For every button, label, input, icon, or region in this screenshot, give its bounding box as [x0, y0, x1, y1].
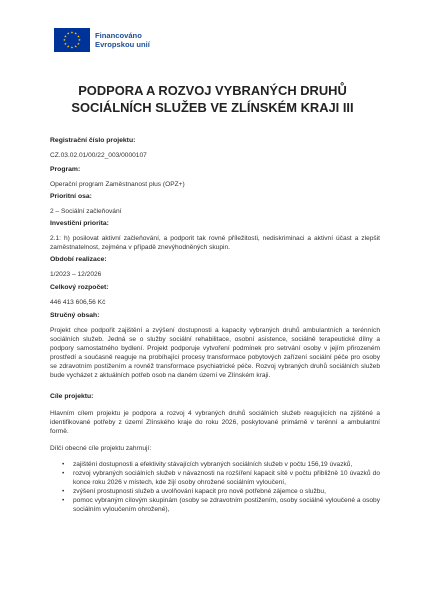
program-value: Operační program Zaměstnanost plus (OPZ+)	[50, 181, 185, 188]
eu-star-icon: ★	[66, 44, 70, 49]
period-label: Období realizace:	[50, 256, 107, 263]
content-section	[50, 311, 380, 380]
goals-main-text: Hlavním cílem projektu je podpora a rozvoj 4 vybraných druhů sociálních služeb reagujících na zjištěné a identifikované potřeby z území Zlínského kraje do roku 2026, poskytované primárně v terénní a ambulantní formě.	[50, 410, 380, 435]
title-line-2: SOCIÁLNÍCH SLUŽEB VE ZLÍNSKÉM KRAJI III	[71, 100, 354, 115]
eu-star-icon: ★	[77, 38, 82, 43]
funding-line-1: Financováno	[95, 31, 142, 40]
period-section	[50, 255, 380, 279]
eu-star-icon: ★	[76, 41, 81, 46]
eu-star-icon: ★	[70, 30, 74, 35]
title-line-1: PODPORA A ROZVOJ VYBRANÝCH DRUHŮ	[78, 83, 347, 98]
eu-flag-icon	[54, 28, 90, 52]
content-value: Projekt chce podpořit zajištění a zvýšení dostupnosti a kapacity vybraných druhů ambulantních a terénních sociálních služeb. Jedná se o služby sociální rehabilitace, osobní asistence, sociálně terapeutické dílny a podpory samostatného bydlení. Projekt podporuje vytvoření podmínek pro setrvání osoby v jejím přirozeném prostředí a současně reaguje na probíhající procesy transformace pobytových zařízení sociální péče pro osoby se zdravotním postižením a rovněž transformace psychiatrické péče. Rozvoj vybraných druhů sociálních služeb bude vycházet z aktuálních potřeb osob na daném území ve Zlínském kraji.	[50, 327, 380, 379]
budget-label: Celkový rozpočet:	[50, 284, 109, 291]
eu-star-icon: ★	[76, 34, 81, 39]
priority-axis-label: Prioritní osa:	[50, 193, 92, 200]
goals-sub-intro: Dílčí obecné cíle projektu zahrnují:	[50, 445, 152, 452]
eu-star-icon: ★	[63, 41, 68, 46]
budget-value: 446 413 606,56 Kč	[50, 299, 106, 306]
goals-list	[50, 460, 380, 514]
eu-star-icon: ★	[62, 38, 67, 43]
eu-star-icon: ★	[70, 45, 74, 50]
eu-star-icon: ★	[66, 31, 70, 36]
program-label: Program:	[50, 166, 81, 173]
period-value: 1/2023 – 12/2026	[50, 271, 102, 278]
eu-funding-logo	[54, 28, 150, 52]
page-title	[40, 82, 385, 116]
registration-label: Registrační číslo projektu:	[50, 137, 136, 144]
eu-star-icon: ★	[74, 44, 78, 49]
funding-line-2: Evropskou unií	[95, 40, 150, 49]
eu-star-icon: ★	[74, 31, 78, 36]
list-item: • zajištění dostupnosti a efektivity stávajících vybraných sociálních služeb v počtu 156,19 úvazků,	[73, 460, 380, 469]
investment-priority-label: Investiční priorita:	[50, 220, 109, 227]
funding-text	[95, 31, 150, 49]
goals-section	[50, 392, 380, 514]
investment-priority-section	[50, 219, 380, 252]
priority-axis-section	[50, 192, 380, 216]
budget-section	[50, 283, 380, 307]
registration-section	[50, 136, 380, 160]
priority-axis-value: 2 – Sociální začleňování	[50, 208, 122, 215]
investment-priority-value: 2.1: h) posilovat aktivní začleňování, a podporit tak rovné příležitosti, nediskriminaci a aktivní účast a zlepšit zaměstnatelnost, zejména v případě znevýhodněných skupin.	[50, 235, 380, 251]
goals-label: Cíle projektu:	[50, 393, 94, 400]
program-section	[50, 165, 380, 189]
list-item: • zvýšení prostupnosti služeb a uvolňování kapacit pro nově potřebné zájemce o službu,	[73, 487, 380, 496]
registration-value: CZ.03.02.01/00/22_003/0000107	[50, 152, 147, 159]
list-item: • pomoc vybraným cílovým skupinám (osoby se zdravotním postižením, osoby sociálně vyloučené a osoby sociálním vyloučením ohrožené),	[73, 496, 380, 514]
list-item: • rozvoj vybraných sociálních služeb v návaznosti na rozšíření kapacit sítě v počtu přibližně 10 úvazků do konce roku 2026 v místech, kde žijí osoby ohrožené sociálním vyloučení,	[73, 469, 380, 487]
eu-star-icon: ★	[63, 34, 68, 39]
content-label: Stručný obsah:	[50, 312, 100, 319]
